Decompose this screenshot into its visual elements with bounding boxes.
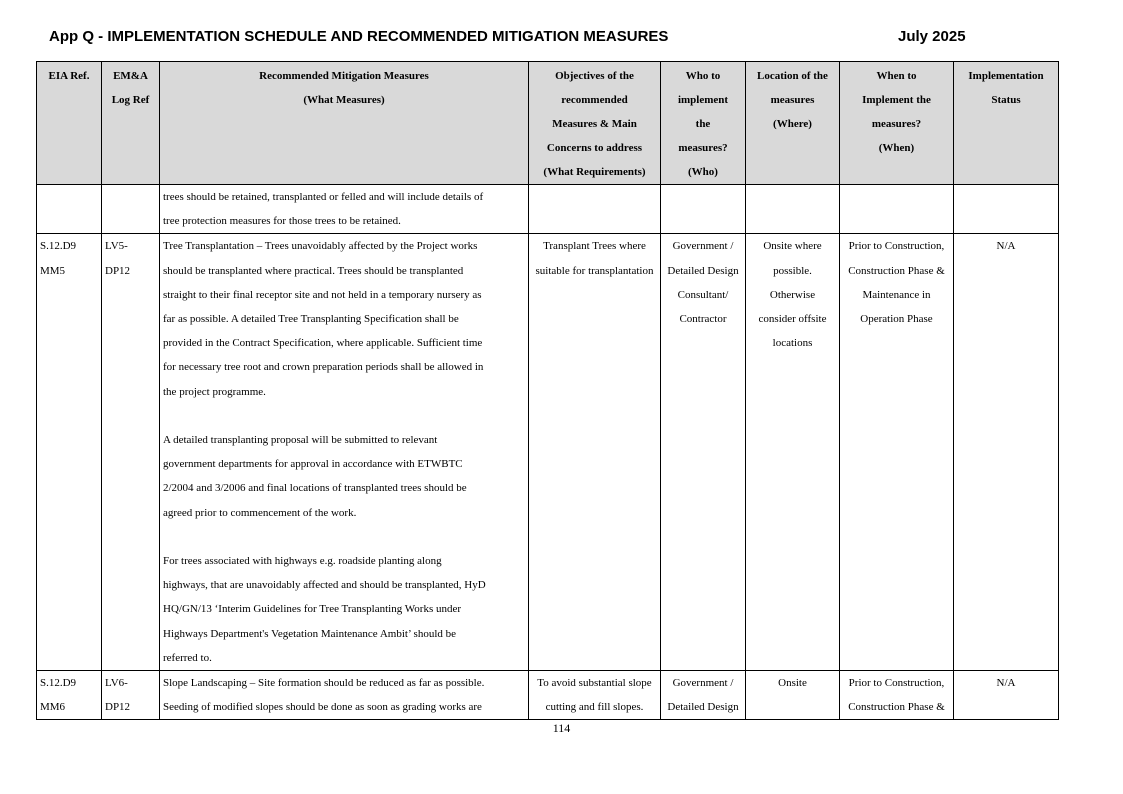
column-header-em-a-log-ref [102,62,160,185]
eia-ref-cell-line: S.12.D9 [40,677,77,690]
who-cell-line: Contractor [679,313,727,326]
column-header-who [661,62,746,185]
measure-line: trees should be retained, transplanted or felled and will include details of [163,191,484,203]
eia-ref-cell-line: MM6 [40,701,66,714]
column-header-line: measures [770,94,815,106]
column-header-line: When to [876,70,917,82]
where-cell [746,185,840,234]
who-cell [661,185,746,234]
column-header-implementation-status [954,62,1059,185]
log-ref-cell [102,671,160,720]
eia-ref-cell-line: MM5 [40,264,66,277]
who-cell-line: Detailed Design [667,264,739,277]
log-ref-cell-line: DP12 [105,264,131,277]
column-header-line: Who to [685,70,721,82]
column-header-line: measures? [678,142,728,154]
column-header-line: the [695,118,711,130]
table-header-row [37,62,1059,185]
column-header-eia-ref [37,62,102,185]
objectives-cell-line: To avoid substantial slope [537,677,652,690]
column-header-line: EM&A [113,70,148,82]
log-ref-cell-line: LV5- [105,240,128,253]
table-row [37,185,1059,234]
measure-line: A detailed transplanting proposal will be submitted to relevant [163,434,438,447]
log-ref-cell-line: DP12 [105,701,131,714]
log-ref-cell [102,185,160,234]
when-cell-line: Prior to Construction, [848,677,945,690]
page-title: App Q - IMPLEMENTATION SCHEDULE AND RECOMMENDED MITIGATION MEASURES [49,28,669,45]
eia-ref-cell [37,234,102,671]
measure-line: for necessary tree root and crown preparation periods shall be allowed in [163,361,484,374]
log-ref-cell-line: LV6- [105,677,128,690]
measure-line: tree protection measures for those trees to be retained. [163,215,401,228]
measure-line: HQ/GN/13 ‘Interim Guidelines for Tree Transplanting Works under [163,603,462,616]
who-cell-line: Detailed Design [667,701,739,714]
measure-line: referred to. [163,651,212,664]
status-cell [954,185,1059,234]
column-header-when [840,62,954,185]
when-cell [840,671,954,720]
objectives-cell [529,671,661,720]
implementation-schedule-table [36,61,1059,720]
where-cell-line: Onsite [778,677,807,690]
objectives-cell-line: Transplant Trees where [543,240,646,253]
status-cell: N/A [954,671,1059,720]
when-cell-line: Operation Phase [860,313,933,326]
column-header-line: (What Requirements) [543,166,646,178]
measure-line: Highways Department's Vegetation Maintenance Ambit’ should be [163,627,457,640]
measure-line: far as possible. A detailed Tree Transplanting Specification shall be [163,313,459,326]
mitigation-measure-cell [160,234,529,671]
who-cell-line: Consultant/ [677,288,729,301]
column-header-line: EIA Ref. [48,70,90,82]
measure-line: 2/2004 and 3/2006 and final locations of transplanted trees should be [163,482,467,495]
paragraph-gap [163,525,525,549]
column-header-line: Implementation [968,70,1044,82]
measure-line: straight to their final receptor site and not held in a temporary nursery as [163,288,482,301]
where-cell [746,234,840,671]
paragraph-gap [163,404,525,428]
where-cell-line: Onsite where [763,240,822,253]
column-header-line: Concerns to address [546,142,643,154]
where-cell-line: Otherwise [769,288,816,301]
where-cell-line: consider offsite [758,313,827,326]
when-cell-line: Construction Phase & [848,264,945,277]
column-header-line: (When) [878,142,915,154]
who-cell-line: Government / [672,677,734,690]
column-header-where [746,62,840,185]
column-header-line: Log Ref [111,94,150,106]
objectives-cell [529,185,661,234]
measure-line: government departments for approval in accordance with ETWBTC [163,458,463,471]
measure-paragraph [163,671,525,719]
column-header-line: (What Measures) [303,94,385,106]
measure-line: agreed prior to commencement of the work. [163,506,357,519]
measure-line: the project programme. [163,385,266,398]
column-header-line: recommended [561,94,628,106]
when-cell-line: Maintenance in [862,288,931,301]
table-row [37,234,1059,671]
column-header-line: (Who) [688,166,718,178]
where-cell [746,671,840,720]
objectives-cell [529,234,661,671]
column-header-line: Implement the [862,94,931,106]
column-header-line: measures? [871,118,922,130]
report-date: July 2025 [898,28,966,45]
when-cell [840,185,954,234]
mitigation-measure-cell [160,185,529,234]
measure-paragraph [163,185,525,233]
measure-line: For trees associated with highways e.g. roadside planting along [163,555,442,568]
column-header-line: implement [677,94,729,106]
who-cell [661,671,746,720]
table-row [37,671,1059,720]
measure-line: highways, that are unavoidably affected and should be transplanted, HyD [163,579,486,592]
measure-line: Seeding of modified slopes should be done as soon as grading works are [163,701,482,714]
measure-line: Tree Transplantation – Trees unavoidably affected by the Project works [163,240,478,253]
measure-paragraph [163,234,525,403]
who-cell-line: Government / [672,240,734,253]
measure-paragraph [163,428,525,525]
who-cell [661,234,746,671]
page-number: 114 [552,721,571,735]
measure-line: should be transplanted where practical. Trees should be transplanted [163,264,464,277]
mitigation-measure-cell [160,671,529,720]
log-ref-cell [102,234,160,671]
status-cell: N/A [954,234,1059,671]
when-cell [840,234,954,671]
measure-paragraph [163,549,525,670]
column-header-line: Status [991,94,1021,106]
measure-line: provided in the Contract Specification, where applicable. Sufficient time [163,337,483,350]
measure-line: Slope Landscaping – Site formation should be reduced as far as possible. [163,677,485,690]
column-header-recommended-measures [160,62,529,185]
column-header-objectives [529,62,661,185]
column-header-line: (Where) [773,118,812,130]
eia-ref-cell [37,671,102,720]
column-header-line: Recommended Mitigation Measures [259,70,429,82]
where-cell-line: locations [772,337,813,350]
where-cell-line: possible. [773,264,812,277]
objectives-cell-line: suitable for transplantation [535,264,654,277]
when-cell-line: Construction Phase & [848,701,945,714]
when-cell-line: Prior to Construction, [848,240,945,253]
objectives-cell-line: cutting and fill slopes. [545,701,644,714]
column-header-line: Location of the [757,70,828,82]
eia-ref-cell-line: S.12.D9 [40,240,77,253]
column-header-line: Objectives of the [555,70,634,82]
eia-ref-cell [37,185,102,234]
column-header-line: Measures & Main [552,118,637,130]
